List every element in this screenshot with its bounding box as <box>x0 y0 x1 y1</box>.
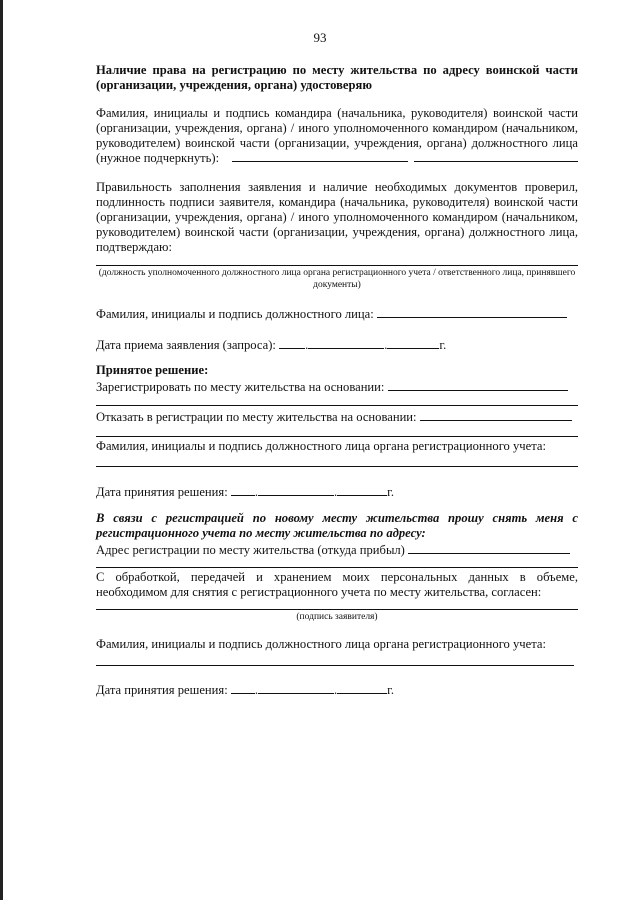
deregister-official-label: Фамилия, инициалы и подпись должностного лица органа регистрационного учета: <box>96 637 546 651</box>
decision-month-field[interactable] <box>258 483 334 496</box>
decision-date-label: Дата принятия решения: <box>96 485 228 499</box>
page-number: 93 <box>313 30 327 45</box>
receive-date-label: Дата приема заявления (запроса): <box>96 338 276 352</box>
register-label: Зарегистрировать по месту жительства на основании: <box>96 380 385 394</box>
commander-text-body: Фамилия, инициалы и подпись командира (начальника, руководителя) воинской части (организации, учреждения, органа) / иного уполномоченного командиром (начальником, руководителем) воинской части (организации, учреждения, органа) должностного лица <box>96 106 578 150</box>
decision-year-field[interactable] <box>337 483 387 496</box>
applicant-signature-line[interactable] <box>96 609 578 610</box>
deregister-date-label: Дата принятия решения: <box>96 683 228 697</box>
register-row <box>96 378 578 395</box>
refuse-row <box>96 408 578 425</box>
receive-year-suffix: г. <box>439 338 447 352</box>
deregister-year-suffix: г. <box>387 683 395 697</box>
check-text: Правильность заполнения заявления и наличие необходимых документов проверил, подлинность подписи заявителя, командира (начальника, руководителя) воинской части (организации, учреждения, органа) / иного уполномоченного командиром (начальником, руководителем) воинской части (организации, учреждения, органа) должностного лица, подтверждаю: <box>96 180 578 254</box>
address-row <box>96 541 578 558</box>
position-line[interactable] <box>96 265 578 266</box>
receive-day-field[interactable] <box>279 336 305 349</box>
decision-day-field[interactable] <box>231 483 255 496</box>
check-signature-label: Фамилия, инициалы и подпись должностного лица: <box>96 307 374 321</box>
receive-date-row: Дата приема заявления (запроса): . . г. <box>96 338 447 352</box>
check-signature-field[interactable] <box>377 305 567 318</box>
military-heading: Наличие права на регистрацию по месту жительства по адресу воинской части (организации, учреждения, органа) удостоверяю <box>96 63 578 92</box>
refuse-label: Отказать в регистрации по месту жительства на основании: <box>96 410 417 424</box>
deregister-heading: В связи с регистрацией по новому месту жительства прошу снять меня с регистрационного учета по месту жительства по адресу: <box>96 511 578 540</box>
register-basis-field[interactable] <box>388 378 568 391</box>
address-label: Адрес регистрации по месту жительства (откуда прибыл) <box>96 543 405 557</box>
register-basis-line-2[interactable] <box>96 405 578 406</box>
decision-official-line[interactable] <box>96 466 578 467</box>
decision-heading: Принятое решение: <box>96 363 209 377</box>
receive-month-field[interactable] <box>308 336 384 349</box>
scan-edge <box>0 0 3 900</box>
deregister-official-line[interactable] <box>96 665 574 666</box>
commander-text <box>96 106 578 166</box>
commander-signature-line[interactable] <box>232 161 408 162</box>
address-field[interactable] <box>408 541 570 554</box>
address-line-2[interactable] <box>96 567 578 568</box>
decision-date-row: Дата принятия решения: . . г. <box>96 485 395 499</box>
commander-note: (нужное подчеркнуть): <box>96 151 220 165</box>
decision-official-label: Фамилия, инициалы и подпись должностного лица органа регистрационного учета: <box>96 439 546 453</box>
position-caption: (должность уполномоченного должностного лица органа регистрационного учета / ответственного лица, принявшего документы) <box>98 268 576 290</box>
check-signature-row <box>96 305 578 322</box>
officer-signature-line[interactable] <box>414 161 578 162</box>
refuse-basis-line-2[interactable] <box>96 436 578 437</box>
decision-year-suffix: г. <box>387 485 395 499</box>
applicant-signature-caption: (подпись заявителя) <box>296 612 378 622</box>
deregister-month-field[interactable] <box>258 681 334 694</box>
consent-text: С обработкой, передачей и хранением моих персональных данных в объеме, необходимом для снятия с регистрационного учета по месту жительства, согласен: <box>96 570 578 599</box>
refuse-basis-field[interactable] <box>420 408 572 421</box>
deregister-year-field[interactable] <box>337 681 387 694</box>
receive-year-field[interactable] <box>387 336 439 349</box>
deregister-day-field[interactable] <box>231 681 255 694</box>
deregister-date-row: Дата принятия решения: . . г. <box>96 683 395 697</box>
